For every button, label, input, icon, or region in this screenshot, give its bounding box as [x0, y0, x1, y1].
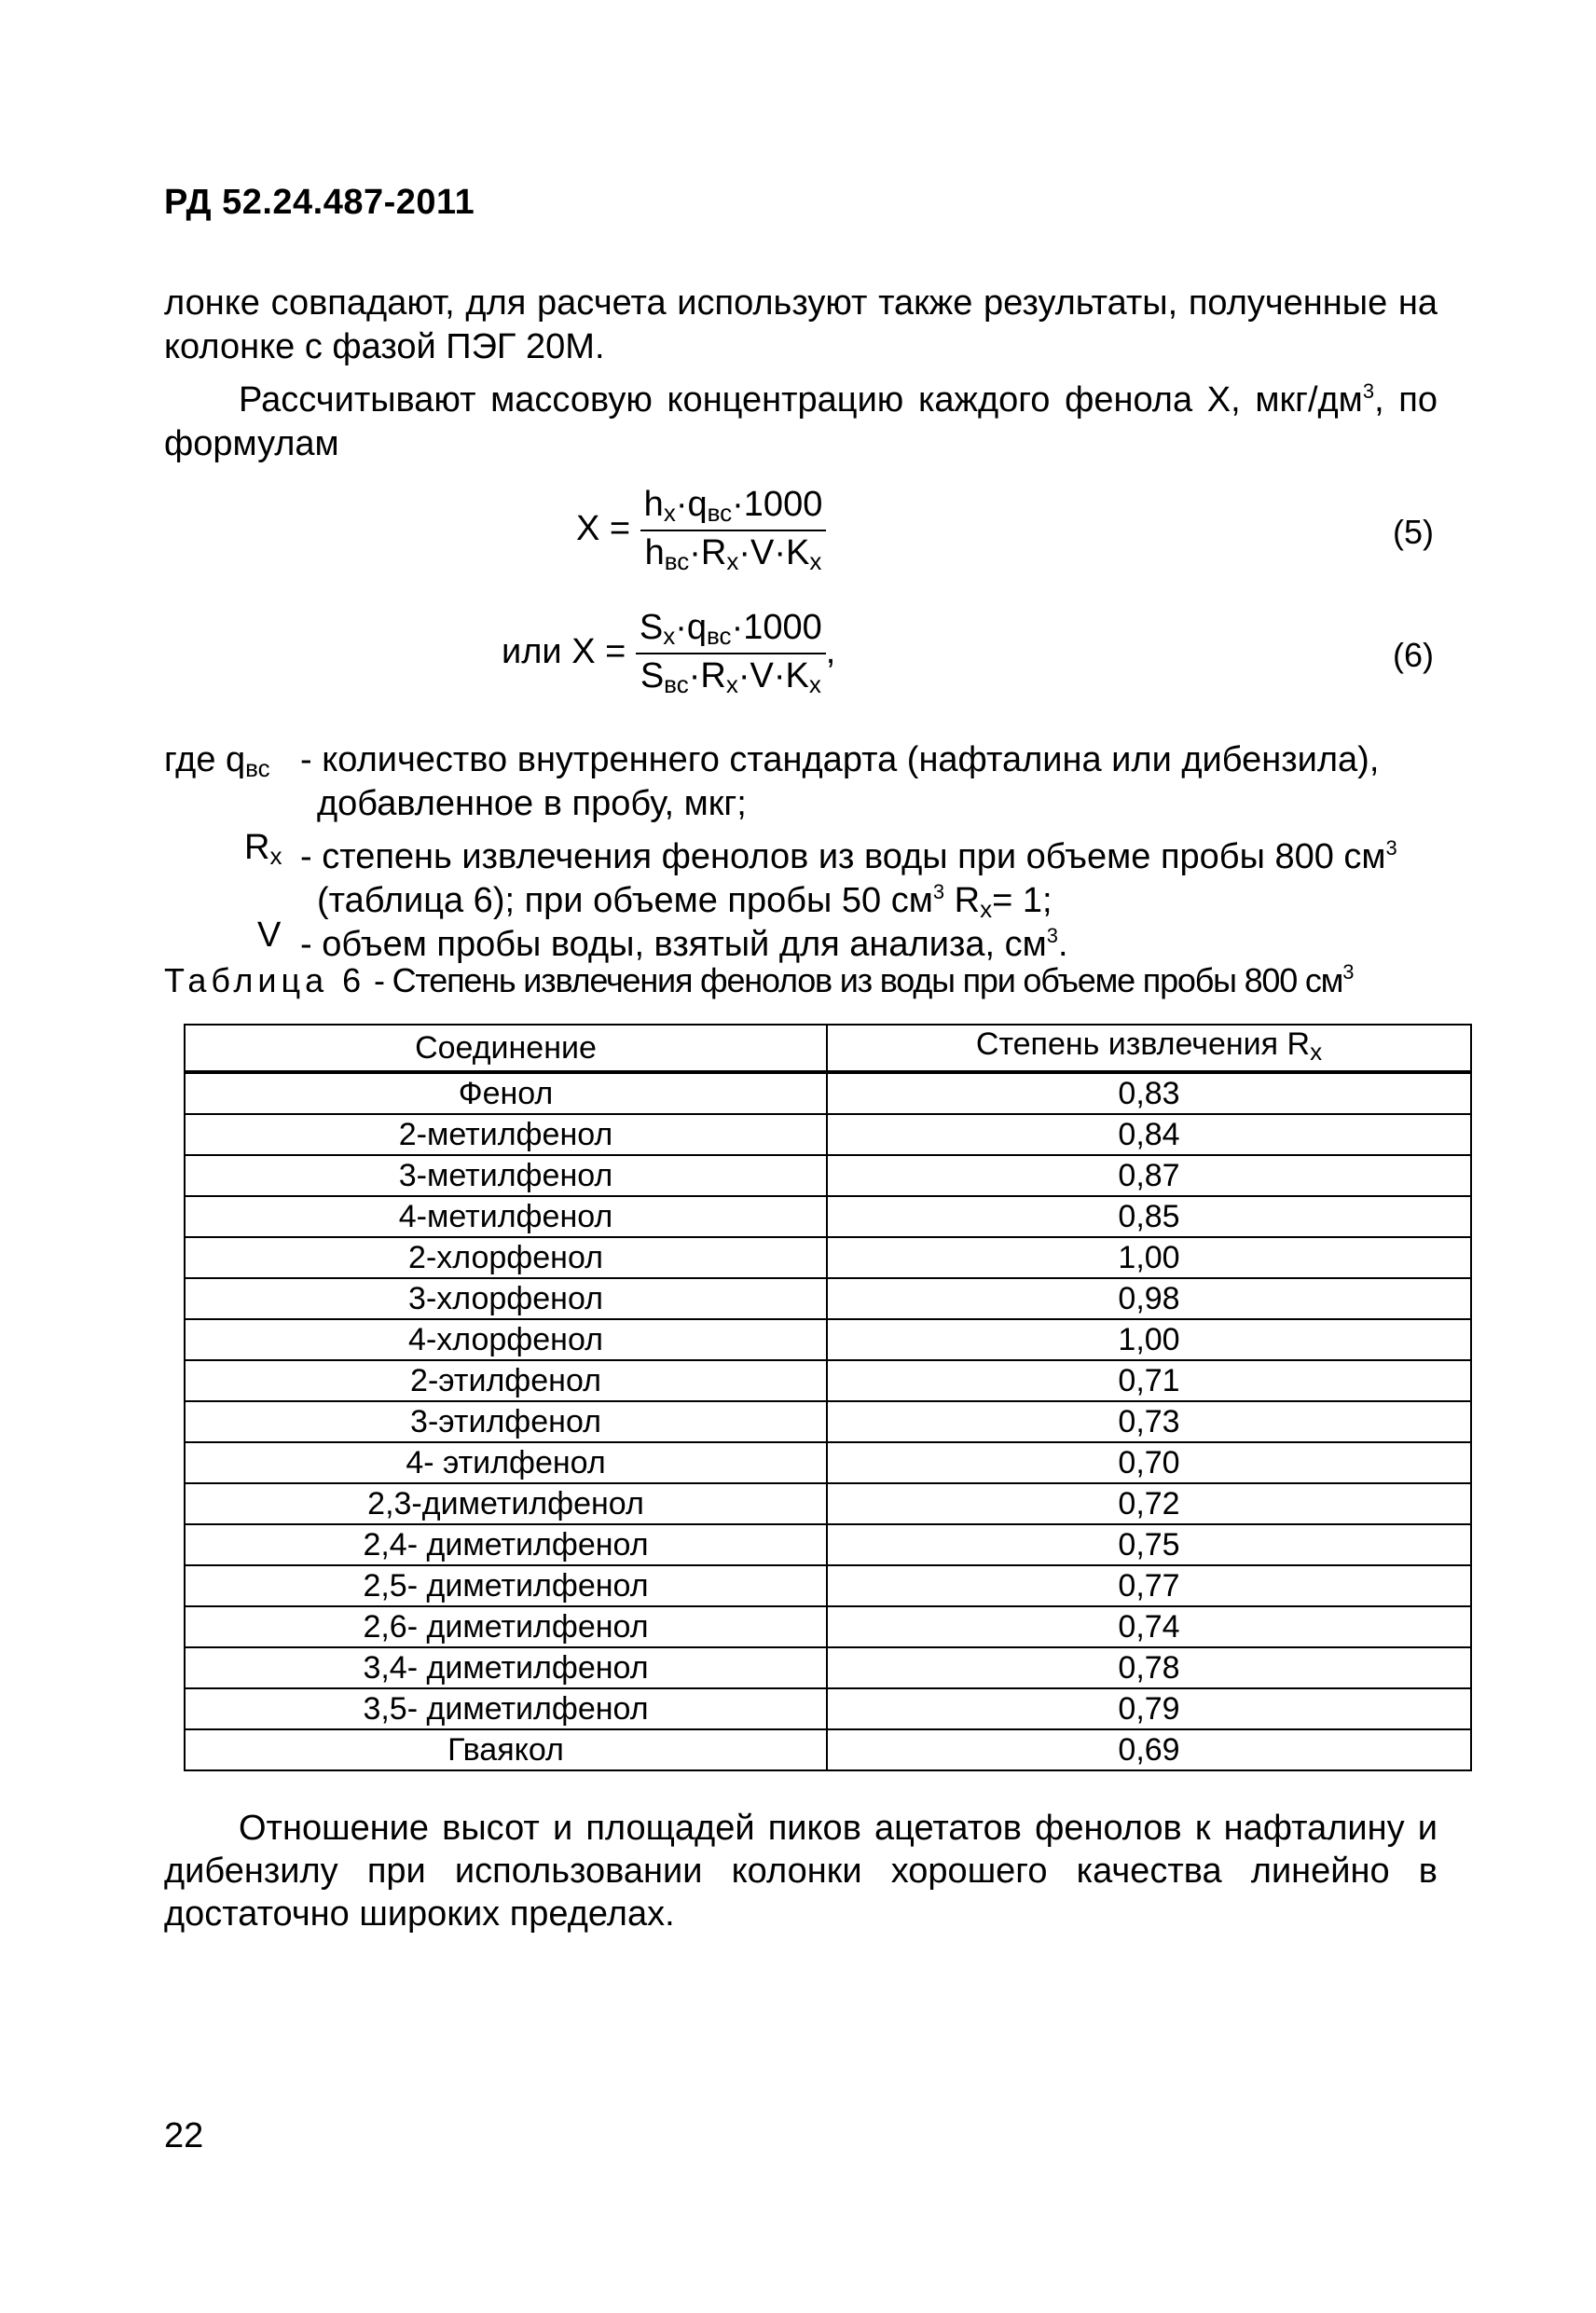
cell-compound: 2-хлорфенол	[185, 1237, 827, 1278]
cell-compound: 3,5- диметилфенол	[185, 1688, 827, 1729]
table-row	[185, 1196, 1471, 1237]
table-row	[185, 1565, 1471, 1606]
cell-compound: 2,5- диметилфенол	[185, 1565, 827, 1606]
paragraph-continuation: лонке совпадают, для расчета используют также результаты, полученные на колонке с фазой ПЭГ 20М.	[164, 283, 1438, 366]
table-row	[185, 1237, 1471, 1278]
where-intro: где $q_{вс}$	[164, 740, 270, 782]
paragraph-text-end: , по формулам	[164, 380, 1438, 463]
cell-compound: 2,6- диметилфенол	[185, 1606, 827, 1647]
table-row	[185, 1524, 1471, 1565]
table-caption-label: Таблица 6	[164, 961, 366, 999]
where-v-symbol: V	[257, 916, 282, 955]
table-row	[185, 1319, 1471, 1360]
cell-rate: 0,83	[827, 1072, 1471, 1114]
formula-lhs: X =	[571, 632, 626, 672]
formula-denominator: $h_{вс}\cdot R_x\cdot V\cdot K_x$	[644, 533, 822, 575]
cell-rate: 0,87	[827, 1155, 1471, 1196]
where-q-desc-1: - количество внутреннего стандарта (нафталина или дибензила),	[300, 740, 1380, 779]
cell-rate: 0,75	[827, 1524, 1471, 1565]
table-row	[185, 1442, 1471, 1483]
table-header-row	[185, 1025, 1471, 1072]
equation-number-5: (5)	[1393, 513, 1434, 551]
recovery-table	[184, 1024, 1472, 1771]
where-q-desc-2: добавленное в пробу, мкг;	[317, 784, 747, 823]
cell-compound: Фенол	[185, 1072, 827, 1114]
where-r-symbol: $R_x$	[244, 828, 282, 870]
cell-rate: 0,69	[827, 1729, 1471, 1770]
cell-rate: 1,00	[827, 1319, 1471, 1360]
formula-lhs: X =	[576, 509, 631, 549]
cell-compound: Гваякол	[185, 1729, 827, 1770]
formula-fraction	[640, 485, 827, 576]
where-r-desc-1: - степень извлечения фенолов из воды при объеме пробы 800 $см^3$	[300, 836, 1397, 876]
table-row	[185, 1072, 1471, 1114]
cell-rate: 0,78	[827, 1647, 1471, 1688]
paragraph-text: Рассчитывают массовую концентрацию каждого фенола X, мкг/дм	[239, 380, 1363, 420]
table-caption-title: - Степень извлечения фенолов из воды при объеме пробы 800 $см^3$	[365, 960, 1354, 999]
cell-rate: 0,77	[827, 1565, 1471, 1606]
table-row	[185, 1606, 1471, 1647]
formula-5	[576, 485, 826, 576]
column-header-rate: Степень извлечения $R_x$	[827, 1025, 1471, 1072]
cell-rate: 0,73	[827, 1401, 1471, 1442]
table-row	[185, 1155, 1471, 1196]
cell-compound: 4- этилфенол	[185, 1442, 827, 1483]
formula-numerator: $h_x\cdot q_{вс}\cdot 1000$	[640, 485, 827, 531]
formula-numerator: $S_x\cdot q_{вс}\cdot 1000$	[636, 608, 826, 654]
table-row	[185, 1483, 1471, 1524]
cell-rate: 0,71	[827, 1360, 1471, 1401]
where-v-desc: - объем пробы воды, взятый для анализа, $см^3$.	[300, 924, 1068, 964]
equation-number-6: (6)	[1393, 636, 1434, 674]
cell-compound: 4-хлорфенол	[185, 1319, 827, 1360]
table-row	[185, 1360, 1471, 1401]
page-number: 22	[164, 2116, 204, 2155]
column-header-compound: Соединение	[185, 1025, 827, 1072]
where-r-desc-2: (таблица 6); при объеме пробы 50 $см^3$ $R_x= 1$;	[317, 880, 1053, 923]
cell-compound: 3-хлорфенол	[185, 1278, 827, 1319]
cell-compound: 4-метилфенол	[185, 1196, 827, 1237]
cell-compound: 3-этилфенол	[185, 1401, 827, 1442]
table-row	[185, 1729, 1471, 1770]
cell-rate: 0,72	[827, 1483, 1471, 1524]
cell-rate: 0,74	[827, 1606, 1471, 1647]
formula-6	[502, 608, 835, 699]
formula-fraction	[636, 608, 826, 699]
cell-compound: 2,3-диметилфенол	[185, 1483, 827, 1524]
cell-compound: 3-метилфенол	[185, 1155, 827, 1196]
table-caption	[164, 960, 1353, 1000]
cell-rate: 0,70	[827, 1442, 1471, 1483]
cell-compound: 2-этилфенол	[185, 1360, 827, 1401]
formula-denominator: $S_{вс}\cdot R_x\cdot V\cdot K_x$	[640, 656, 821, 698]
table-row	[185, 1114, 1471, 1155]
superscript: 3	[1362, 379, 1375, 403]
paragraph-formula-intro	[164, 369, 1438, 466]
table-row	[185, 1278, 1471, 1319]
cell-rate: 0,85	[827, 1196, 1471, 1237]
cell-rate: 0,79	[827, 1688, 1471, 1729]
cell-rate: 0,98	[827, 1278, 1471, 1319]
table-row	[185, 1688, 1471, 1729]
formula-suffix: ,	[825, 632, 836, 672]
paragraph-conclusion: Отношение высот и площадей пиков ацетатов фенолов к нафталину и дибензилу при использовании колонки хорошего качества линейно в достаточно широких пределах.	[164, 1809, 1438, 1934]
cell-rate: 0,84	[827, 1114, 1471, 1155]
table-row	[185, 1401, 1471, 1442]
document-code: РД 52.24.487-2011	[164, 183, 475, 222]
cell-rate: 1,00	[827, 1237, 1471, 1278]
table-row	[185, 1647, 1471, 1688]
cell-compound: 2-метилфенол	[185, 1114, 827, 1155]
cell-compound: 2,4- диметилфенол	[185, 1524, 827, 1565]
formula-prefix: или	[502, 632, 562, 672]
cell-compound: 3,4- диметилфенол	[185, 1647, 827, 1688]
